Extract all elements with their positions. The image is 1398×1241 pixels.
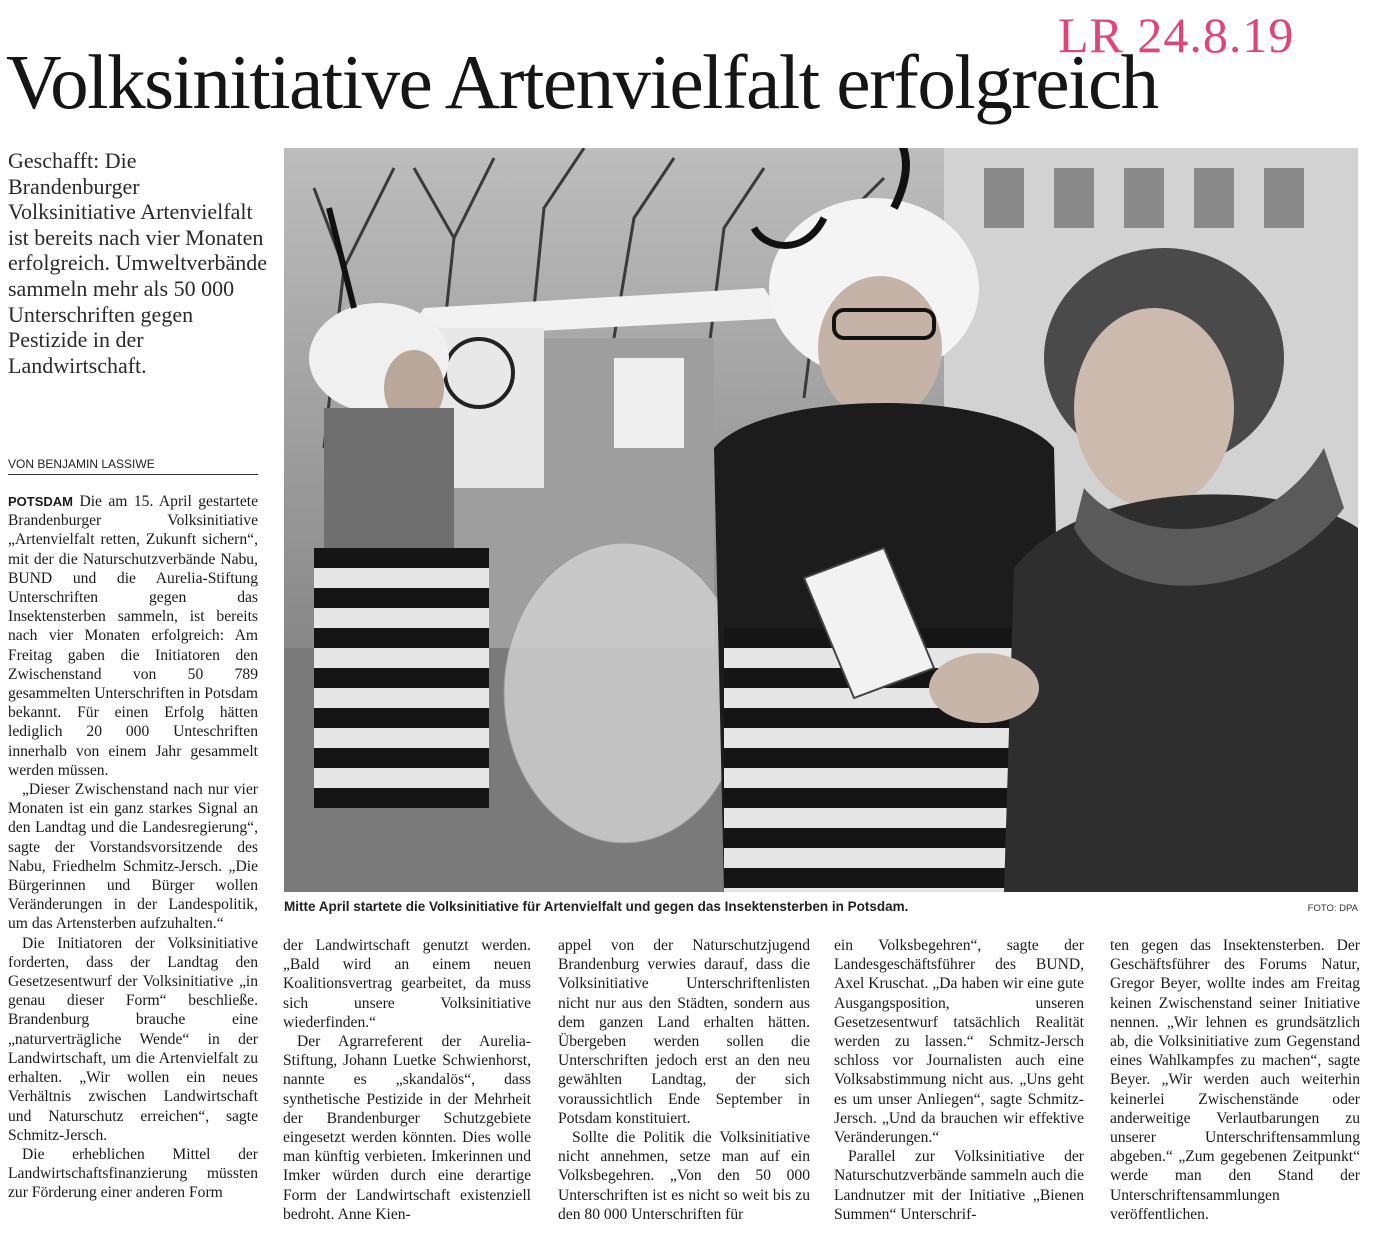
article-paragraph: ten gegen das Insektensterben. Der Geschäftsführer des Forums Natur, Gregor Beyer, wollte indes am Freitag keinen Zwischenstand seiner Initiative nennen. „Wir lehnen es grundsätzlich ab, die Volksinitiative zum Gegenstand eines Wahlkampfes zu machen“, sagte Beyer. „Wir werden auch weiterhin keinerlei Zwischenstände oder anderweitige Verlautbarungen zu unserer Unterschriftensammlung abgeben.“ „Zum gegebenen Zeitpunkt“ werde man den Stand der Unterschriftensammlungen veröffentlichen. [1110,937,1360,1223]
photo-caption: Mitte April startete die Volksinitiative für Artenvielfalt und gegen das Insektensterben in Potsdam. [284,899,909,914]
article-column-4 [834,936,1084,1224]
article-column-1 [8,492,258,1203]
article-column-2 [283,936,531,1224]
article-paragraph: Die Initiatoren der Volksinitiative forderten, dass der Landtag den Gesetzesentwurf der Volksinitiative „in genau dieser Form“ beschließe. Brandenburg brauche eine „naturverträgliche Wende“ in der Landwirtschaft, um die Artenvielfalt zu erhalten. „Wir wollen ein neues Verhältnis zwischen Landwirtschaft und Naturschutz erreichen“, sagte Schmitz-Jersch. [8,934,258,1144]
article-paragraph: Der Agrarreferent der Aurelia-Stiftung, Johann Luetke Schwienhorst, nannte es „skandalös“, dass synthetische Pestizide in der Mehrheit der Brandenburger Schutzgebiete eingesetzt werden könnten. Dies wolle man künftig verbieten. Imkerinnen und Imker würden durch eine derartige Form der Landwirtschaft existenziell bedroht. Anne Kien- [283,1033,531,1223]
headline: Volksinitiative Artenvielfalt erfolgreich [6,39,1158,125]
date-stamp: LR 24.8.19 [1058,7,1295,63]
article-column-3 [558,936,810,1224]
article-paragraph: Die erheblichen Mittel der Landwirtschaftsfinanzierung müssten zur Förderung einer anderen Form [8,1145,258,1202]
article-paragraph: appel von der Naturschutzjugend Brandenburg verwies darauf, dass die Volksinitiative Unterschriftenlisten nicht nur aus den Städten, sondern aus dem ganzen Land erhalten hätten. Übergeben werden sollen die Unterschriften jedoch erst an den neu gewählten Landtag, der sich voraussichtlich Ende September in Potsdam konstituiert. [558,937,810,1127]
article-column-5 [1110,936,1360,1224]
author-byline: VON BENJAMIN LASSIWE [8,457,258,475]
photo-credit: FOTO: DPA [1307,903,1358,914]
teaser: Geschafft: Die Brandenburger Volksinitiative Artenvielfalt ist bereits nach vier Monaten erfolgreich. Umweltverbände sammeln mehr als 50 000 Unterschriften gegen Pestizide in der Landwirtschaft. [8,148,267,378]
article-paragraph [8,492,258,780]
article-paragraph: „Dieser Zwischenstand nach nur vier Monaten ist ein ganz starkes Signal an den Landtag und die Landesregierung“, sagte der Vorstandsvorsitzende des Nabu, Friedhelm Schmitz-Jersch. „Die Bürgerinnen und Bürger wollen Veränderungen in der Landespolitik, um das Artensterben aufzuhalten.“ [8,781,258,933]
article-paragraph: der Landwirtschaft genutzt werden. „Bald wird an einem neuen Koalitionsvertrag gearbeitet, da muss sich unsere Volksinitiative wiederfinden.“ [283,937,531,1031]
article-photo [284,148,1358,892]
article-paragraph: ein Volksbegehren“, sagte der Landesgeschäftsführer des BUND, Axel Kruschat. „Da haben wir eine gute Ausgangsposition, unseren Gesetzesentwurf tatsächlich Realität werden zu lassen.“ Schmitz-Jersch schloss vor Journalisten auch eine Volksabstimmung nicht aus. „Uns geht es um unser Anliegen“, sagte Schmitz-Jersch. „Und da brauchen wir effektive Veränderungen.“ [834,937,1084,1147]
paragraph-text: Die am 15. April gestartete Brandenburger Volksinitiative „Artenvielfalt retten, Zukunft sichern“, mit der die Naturschutzverbände Nabu, BUND und die Aurelia-Stiftung Unterschriften gegen das Insektensterben sammeln, ist bereits nach vier Monaten erfolgreich: Am Freitag gaben die Initiatoren den Zwischenstand von 50 789 gesammelten Unterschriften in Potsdam bekannt. Für einen Erfolg hätten lediglich 20 000 Unteschriften innerhalb von einem Jahr gesammelt werden müssen. [8,493,258,779]
photo-bee-costumes-icon [284,148,1358,892]
article-paragraph: Sollte die Politik die Volksinitiative nicht annehmen, setze man auf ein Volksbegehren. „Von den 50 000 Unterschriften ist es nicht so weit bis zu den 80 000 Unterschriften für [558,1129,810,1223]
article-paragraph: Parallel zur Volksinitiative der Naturschutzverbände sammeln auch die Landnutzer mit der Initiative „Bienen Summen“ Unterschrif- [834,1148,1084,1223]
dateline: POTSDAM [8,494,73,509]
